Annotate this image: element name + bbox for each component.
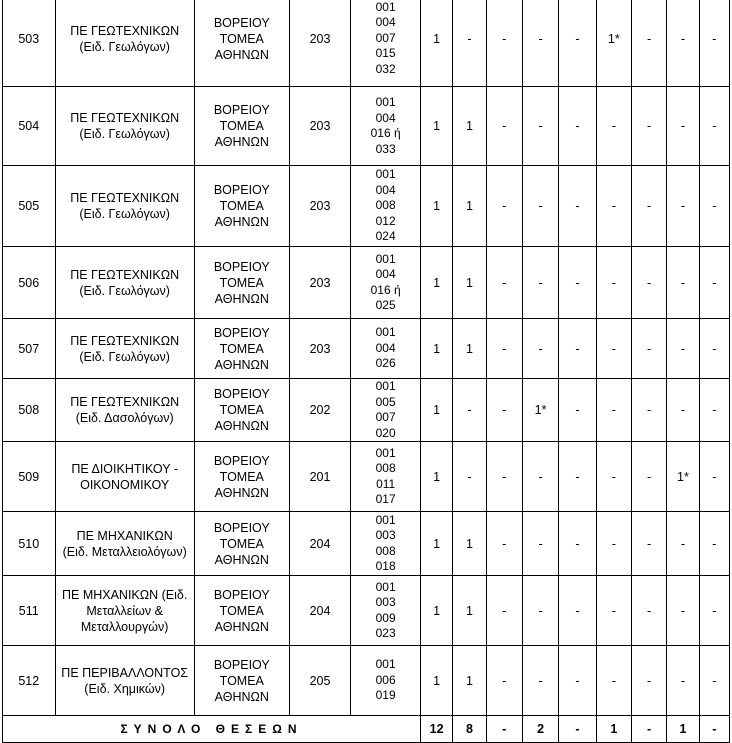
sector-cell xyxy=(194,379,289,442)
row-number: 512 xyxy=(3,646,56,716)
specialty-cell-line: (Ειδ. Γεωλόγων) xyxy=(79,127,170,141)
codes-cell-line: 015 xyxy=(375,46,396,61)
sector-cell xyxy=(194,646,289,716)
codes-cell-line: 001 xyxy=(375,251,396,266)
specialty-cell-line: ΠΕ ΠΕΡΙΒΑΛΛΟΝΤΟΣ xyxy=(61,665,189,680)
codes-cell-line: 017 xyxy=(375,492,396,506)
count-cell: 1 xyxy=(420,442,452,512)
codes-cell xyxy=(351,0,421,87)
row-number: 508 xyxy=(3,379,56,442)
positions-table xyxy=(2,0,730,743)
count-cell: - xyxy=(559,87,596,166)
count-cell: - xyxy=(699,166,729,247)
count-cell: 1* xyxy=(522,379,558,442)
specialty-cell xyxy=(55,247,194,319)
count-cell: - xyxy=(522,247,558,319)
sector-cell-line: ΒΟΡΕΙΟΥ xyxy=(213,183,270,197)
count-cell: - xyxy=(559,247,596,319)
count-cell: - xyxy=(596,512,631,576)
sector-cell-line: ΒΟΡΕΙΟΥ xyxy=(213,103,270,117)
specialty-cell-line: ΠΕ ΓΕΩΤΕΧΝΙΚΩΝ xyxy=(70,333,180,348)
codes-cell-line: 033 xyxy=(375,141,396,156)
specialty-cell-line: ΠΕ ΓΕΩΤΕΧΝΙΚΩΝ xyxy=(70,111,180,125)
codes-cell xyxy=(351,576,421,646)
codes-cell-line: 016 ή xyxy=(370,126,401,140)
total-count-cell: - xyxy=(631,716,666,743)
count-cell: - xyxy=(596,166,631,247)
codes-cell-line: 001 xyxy=(375,379,396,393)
total-count-cell: - xyxy=(559,716,596,743)
count-cell: - xyxy=(522,0,558,87)
specialty-cell xyxy=(55,87,194,166)
count-cell: - xyxy=(699,87,729,166)
count-cell: - xyxy=(522,319,558,379)
specialty-cell-line: (Ειδ. Γεωλόγων) xyxy=(79,39,170,54)
count-cell: 1 xyxy=(453,646,486,716)
specialty-cell-line: (Ειδ. Μεταλλειολόγων) xyxy=(62,544,187,559)
sector-cell xyxy=(194,512,289,576)
codes-cell-line: 019 xyxy=(375,688,396,703)
codes-cell xyxy=(351,319,421,379)
specialty-cell-line: ΟΙΚΟΝΟΜΙΚΟΥ xyxy=(80,477,170,492)
count-cell: 1 xyxy=(420,247,452,319)
count-cell: - xyxy=(559,576,596,646)
sector-cell-line: ΤΟΜΕΑ xyxy=(219,673,264,688)
row-number: 509 xyxy=(3,442,56,512)
sector-cell-line: ΤΟΜΕΑ xyxy=(219,119,264,133)
count-cell: - xyxy=(559,646,596,716)
sector-cell-line: ΑΘΗΝΩΝ xyxy=(214,619,269,634)
count-cell: - xyxy=(631,512,666,576)
specialty-cell-line: ΠΕ ΔΙΟΙΚΗΤΙΚΟΥ - xyxy=(71,461,178,476)
codes-cell-line: 016 ή xyxy=(370,282,401,297)
specialty-cell-line: (Ειδ. Χημικών) xyxy=(84,681,166,696)
specialty-cell-line: ΠΕ ΜΗΧΑΝΙΚΩΝ (Ειδ. xyxy=(61,587,188,602)
codes-cell-line: 001 xyxy=(375,95,396,109)
codes-cell-line: 001 xyxy=(375,325,396,340)
sector-cell-line: ΑΘΗΝΩΝ xyxy=(214,689,269,704)
sector-cell-line: ΑΘΗΝΩΝ xyxy=(214,419,269,433)
codes-cell-line: 004 xyxy=(375,110,396,125)
table-row xyxy=(3,0,730,87)
region-code: 204 xyxy=(289,512,351,576)
specialty-cell-line: Μεταλλουργών) xyxy=(80,619,169,634)
row-number: 504 xyxy=(3,87,56,166)
table-row xyxy=(3,379,730,442)
count-cell: - xyxy=(699,247,729,319)
count-cell: - xyxy=(522,512,558,576)
count-cell: - xyxy=(631,87,666,166)
sector-cell-line: ΒΟΡΕΙΟΥ xyxy=(213,387,270,401)
count-cell: - xyxy=(453,0,486,87)
codes-cell-line: 001 xyxy=(375,167,396,182)
count-cell: - xyxy=(699,319,729,379)
table-row xyxy=(3,512,730,576)
count-cell: - xyxy=(667,576,699,646)
table-row xyxy=(3,87,730,166)
count-cell: - xyxy=(631,0,666,87)
sector-cell-line: ΒΟΡΕΙΟΥ xyxy=(213,453,270,468)
count-cell: - xyxy=(699,442,729,512)
count-cell: 1 xyxy=(420,576,452,646)
count-cell: 1* xyxy=(667,442,699,512)
count-cell: - xyxy=(631,576,666,646)
sector-cell-line: ΤΟΜΕΑ xyxy=(219,31,264,46)
count-cell: - xyxy=(486,442,522,512)
sector-cell xyxy=(194,576,289,646)
codes-cell-line: 001 xyxy=(375,512,396,527)
count-cell: - xyxy=(596,646,631,716)
codes-cell-line: 008 xyxy=(375,461,396,475)
codes-cell-line: 007 xyxy=(375,410,396,424)
region-code: 203 xyxy=(289,247,351,319)
total-count-cell: 1 xyxy=(667,716,699,743)
count-cell: - xyxy=(667,379,699,442)
sector-cell xyxy=(194,442,289,512)
sector-cell-line: ΑΘΗΝΩΝ xyxy=(214,215,269,229)
region-code: 203 xyxy=(289,87,351,166)
table-row xyxy=(3,166,730,247)
codes-cell-line: 025 xyxy=(375,298,396,312)
region-code: 201 xyxy=(289,442,351,512)
count-cell: 1 xyxy=(420,0,452,87)
count-cell: - xyxy=(667,247,699,319)
count-cell: - xyxy=(667,0,699,87)
specialty-cell-line: (Ειδ. Δασολόγων) xyxy=(75,411,174,425)
row-number: 503 xyxy=(3,0,56,87)
codes-cell-line: 008 xyxy=(375,198,396,213)
codes-cell xyxy=(351,87,421,166)
codes-cell xyxy=(351,379,421,442)
codes-cell xyxy=(351,646,421,716)
sector-cell-line: ΒΟΡΕΙΟΥ xyxy=(213,520,270,535)
count-cell: - xyxy=(667,646,699,716)
count-cell: - xyxy=(559,512,596,576)
sector-cell-line: ΒΟΡΕΙΟΥ xyxy=(213,657,270,672)
codes-cell-line: 003 xyxy=(375,595,396,609)
count-cell: - xyxy=(559,166,596,247)
sector-cell-line: ΑΘΗΝΩΝ xyxy=(214,357,269,372)
table-row xyxy=(3,442,730,512)
sector-cell-line: ΑΘΗΝΩΝ xyxy=(214,47,269,62)
count-cell: - xyxy=(699,0,729,87)
region-code: 205 xyxy=(289,646,351,716)
sector-cell-line: ΒΟΡΕΙΟΥ xyxy=(213,325,270,340)
count-cell: - xyxy=(631,166,666,247)
sector-cell-line: ΤΟΜΕΑ xyxy=(219,403,264,417)
codes-cell-line: 007 xyxy=(375,30,396,45)
codes-cell-line: 012 xyxy=(375,213,396,228)
count-cell: - xyxy=(596,87,631,166)
count-cell: - xyxy=(699,576,729,646)
count-cell: - xyxy=(667,319,699,379)
specialty-cell xyxy=(55,512,194,576)
row-number: 505 xyxy=(3,166,56,247)
sector-cell-line: ΤΟΜΕΑ xyxy=(219,275,264,290)
total-count-cell: 12 xyxy=(420,716,452,743)
specialty-cell-line: (Ειδ. Γεωλόγων) xyxy=(79,349,170,364)
codes-cell-line: 001 xyxy=(375,657,396,672)
region-code: 202 xyxy=(289,379,351,442)
specialty-cell xyxy=(55,576,194,646)
count-cell: 1 xyxy=(453,512,486,576)
total-count-cell: - xyxy=(699,716,729,743)
sector-cell-line: ΤΟΜΕΑ xyxy=(219,469,264,484)
count-cell: - xyxy=(667,166,699,247)
codes-cell xyxy=(351,166,421,247)
sector-cell xyxy=(194,166,289,247)
count-cell: - xyxy=(486,576,522,646)
codes-cell-line: 004 xyxy=(375,182,396,197)
count-cell: 1 xyxy=(453,319,486,379)
total-count-cell: 1 xyxy=(596,716,631,743)
region-code: 203 xyxy=(289,166,351,247)
count-cell: - xyxy=(486,0,522,87)
count-cell: 1 xyxy=(453,576,486,646)
count-cell: - xyxy=(453,442,486,512)
codes-cell-line: 008 xyxy=(375,543,396,558)
count-cell: - xyxy=(596,442,631,512)
sector-cell-line: ΑΘΗΝΩΝ xyxy=(214,485,269,500)
specialty-cell-line: ΠΕ ΓΕΩΤΕΧΝΙΚΩΝ xyxy=(70,395,180,409)
specialty-cell xyxy=(55,319,194,379)
count-cell: - xyxy=(486,247,522,319)
sector-cell xyxy=(194,87,289,166)
table-row xyxy=(3,576,730,646)
sector-cell-line: ΤΟΜΕΑ xyxy=(219,199,264,213)
codes-cell-line: 018 xyxy=(375,559,396,573)
codes-cell-line: 001 xyxy=(375,0,396,14)
count-cell: - xyxy=(596,319,631,379)
count-cell: - xyxy=(486,166,522,247)
sector-cell-line: ΤΟΜΕΑ xyxy=(219,341,264,356)
codes-cell-line: 020 xyxy=(375,425,396,440)
codes-cell-line: 026 xyxy=(375,356,396,371)
codes-cell-line: 024 xyxy=(375,229,396,244)
count-cell: - xyxy=(631,646,666,716)
codes-cell-line: 004 xyxy=(375,340,396,355)
sector-cell-line: ΤΟΜΕΑ xyxy=(219,603,264,618)
count-cell: - xyxy=(631,379,666,442)
codes-cell-line: 004 xyxy=(375,15,396,30)
count-cell: - xyxy=(486,319,522,379)
total-count-cell: 2 xyxy=(522,716,558,743)
total-count-cell: - xyxy=(486,716,522,743)
count-cell: - xyxy=(486,379,522,442)
specialty-cell xyxy=(55,166,194,247)
count-cell: - xyxy=(631,247,666,319)
count-cell: - xyxy=(699,512,729,576)
codes-cell-line: 032 xyxy=(375,61,396,76)
count-cell: - xyxy=(699,646,729,716)
sector-cell-line: ΑΘΗΝΩΝ xyxy=(214,135,269,149)
table-row xyxy=(3,646,730,716)
count-cell: - xyxy=(453,379,486,442)
sector-cell-line: ΤΟΜΕΑ xyxy=(219,536,264,551)
count-cell: - xyxy=(596,247,631,319)
specialty-cell-line: ΠΕ ΜΗΧΑΝΙΚΩΝ xyxy=(76,528,173,543)
sector-cell-line: ΑΘΗΝΩΝ xyxy=(214,291,269,306)
count-cell: 1 xyxy=(420,512,452,576)
total-label: ΣΥΝΟΛΟ ΘΕΣΕΩΝ xyxy=(3,716,421,743)
count-cell: 1 xyxy=(420,646,452,716)
table-row xyxy=(3,319,730,379)
codes-cell xyxy=(351,442,421,512)
count-cell: - xyxy=(522,576,558,646)
total-count-cell: 8 xyxy=(453,716,486,743)
specialty-cell-line: (Ειδ. Γεωλόγων) xyxy=(79,283,170,298)
count-cell: - xyxy=(522,646,558,716)
codes-cell-line: 004 xyxy=(375,267,396,281)
codes-cell-line: 005 xyxy=(375,394,396,409)
sector-cell-line: ΒΟΡΕΙΟΥ xyxy=(213,587,270,602)
codes-cell-line: 023 xyxy=(375,626,396,640)
specialty-cell-line: ΠΕ ΓΕΩΤΕΧΝΙΚΩΝ xyxy=(70,23,180,38)
table-row xyxy=(3,247,730,319)
specialty-cell xyxy=(55,0,194,87)
codes-cell-line: 011 xyxy=(376,476,396,491)
codes-cell-line: 003 xyxy=(375,528,396,542)
count-cell: - xyxy=(522,166,558,247)
sector-cell xyxy=(194,319,289,379)
count-cell: - xyxy=(596,379,631,442)
codes-cell-line: 001 xyxy=(375,445,396,460)
specialty-cell-line: ΠΕ ΓΕΩΤΕΧΝΙΚΩΝ xyxy=(70,191,180,205)
count-cell: - xyxy=(631,319,666,379)
sector-cell xyxy=(194,0,289,87)
count-cell: 1 xyxy=(453,87,486,166)
total-row xyxy=(3,716,730,743)
row-number: 506 xyxy=(3,247,56,319)
count-cell: - xyxy=(559,442,596,512)
count-cell: - xyxy=(522,87,558,166)
specialty-cell xyxy=(55,379,194,442)
region-code: 203 xyxy=(289,0,351,87)
count-cell: 1 xyxy=(420,379,452,442)
codes-cell-line: 001 xyxy=(375,579,396,594)
count-cell: - xyxy=(559,379,596,442)
count-cell: - xyxy=(522,442,558,512)
count-cell: - xyxy=(559,319,596,379)
count-cell: 1 xyxy=(420,87,452,166)
count-cell: - xyxy=(667,87,699,166)
count-cell: - xyxy=(559,0,596,87)
count-cell: - xyxy=(596,576,631,646)
specialty-cell-line: Μεταλλείων & xyxy=(86,603,163,618)
region-code: 204 xyxy=(289,576,351,646)
codes-cell xyxy=(351,247,421,319)
row-number: 510 xyxy=(3,512,56,576)
count-cell: 1 xyxy=(420,319,452,379)
region-code: 203 xyxy=(289,319,351,379)
count-cell: - xyxy=(486,87,522,166)
specialty-cell xyxy=(55,442,194,512)
row-number: 507 xyxy=(3,319,56,379)
count-cell: 1 xyxy=(453,166,486,247)
sector-cell-line: ΑΘΗΝΩΝ xyxy=(214,552,269,567)
specialty-cell-line: ΠΕ ΓΕΩΤΕΧΝΙΚΩΝ xyxy=(70,267,180,282)
codes-cell xyxy=(351,512,421,576)
count-cell: - xyxy=(631,442,666,512)
count-cell: 1 xyxy=(453,247,486,319)
sector-cell xyxy=(194,247,289,319)
count-cell: - xyxy=(486,512,522,576)
codes-cell-line: 006 xyxy=(375,672,396,687)
count-cell: 1* xyxy=(596,0,631,87)
count-cell: - xyxy=(486,646,522,716)
sector-cell-line: ΒΟΡΕΙΟΥ xyxy=(213,259,270,274)
specialty-cell xyxy=(55,646,194,716)
count-cell: 1 xyxy=(420,166,452,247)
codes-cell-line: 009 xyxy=(375,610,396,625)
count-cell: - xyxy=(667,512,699,576)
row-number: 511 xyxy=(3,576,56,646)
sector-cell-line: ΒΟΡΕΙΟΥ xyxy=(213,15,270,30)
count-cell: - xyxy=(699,379,729,442)
specialty-cell-line: (Ειδ. Γεωλόγων) xyxy=(79,207,170,221)
